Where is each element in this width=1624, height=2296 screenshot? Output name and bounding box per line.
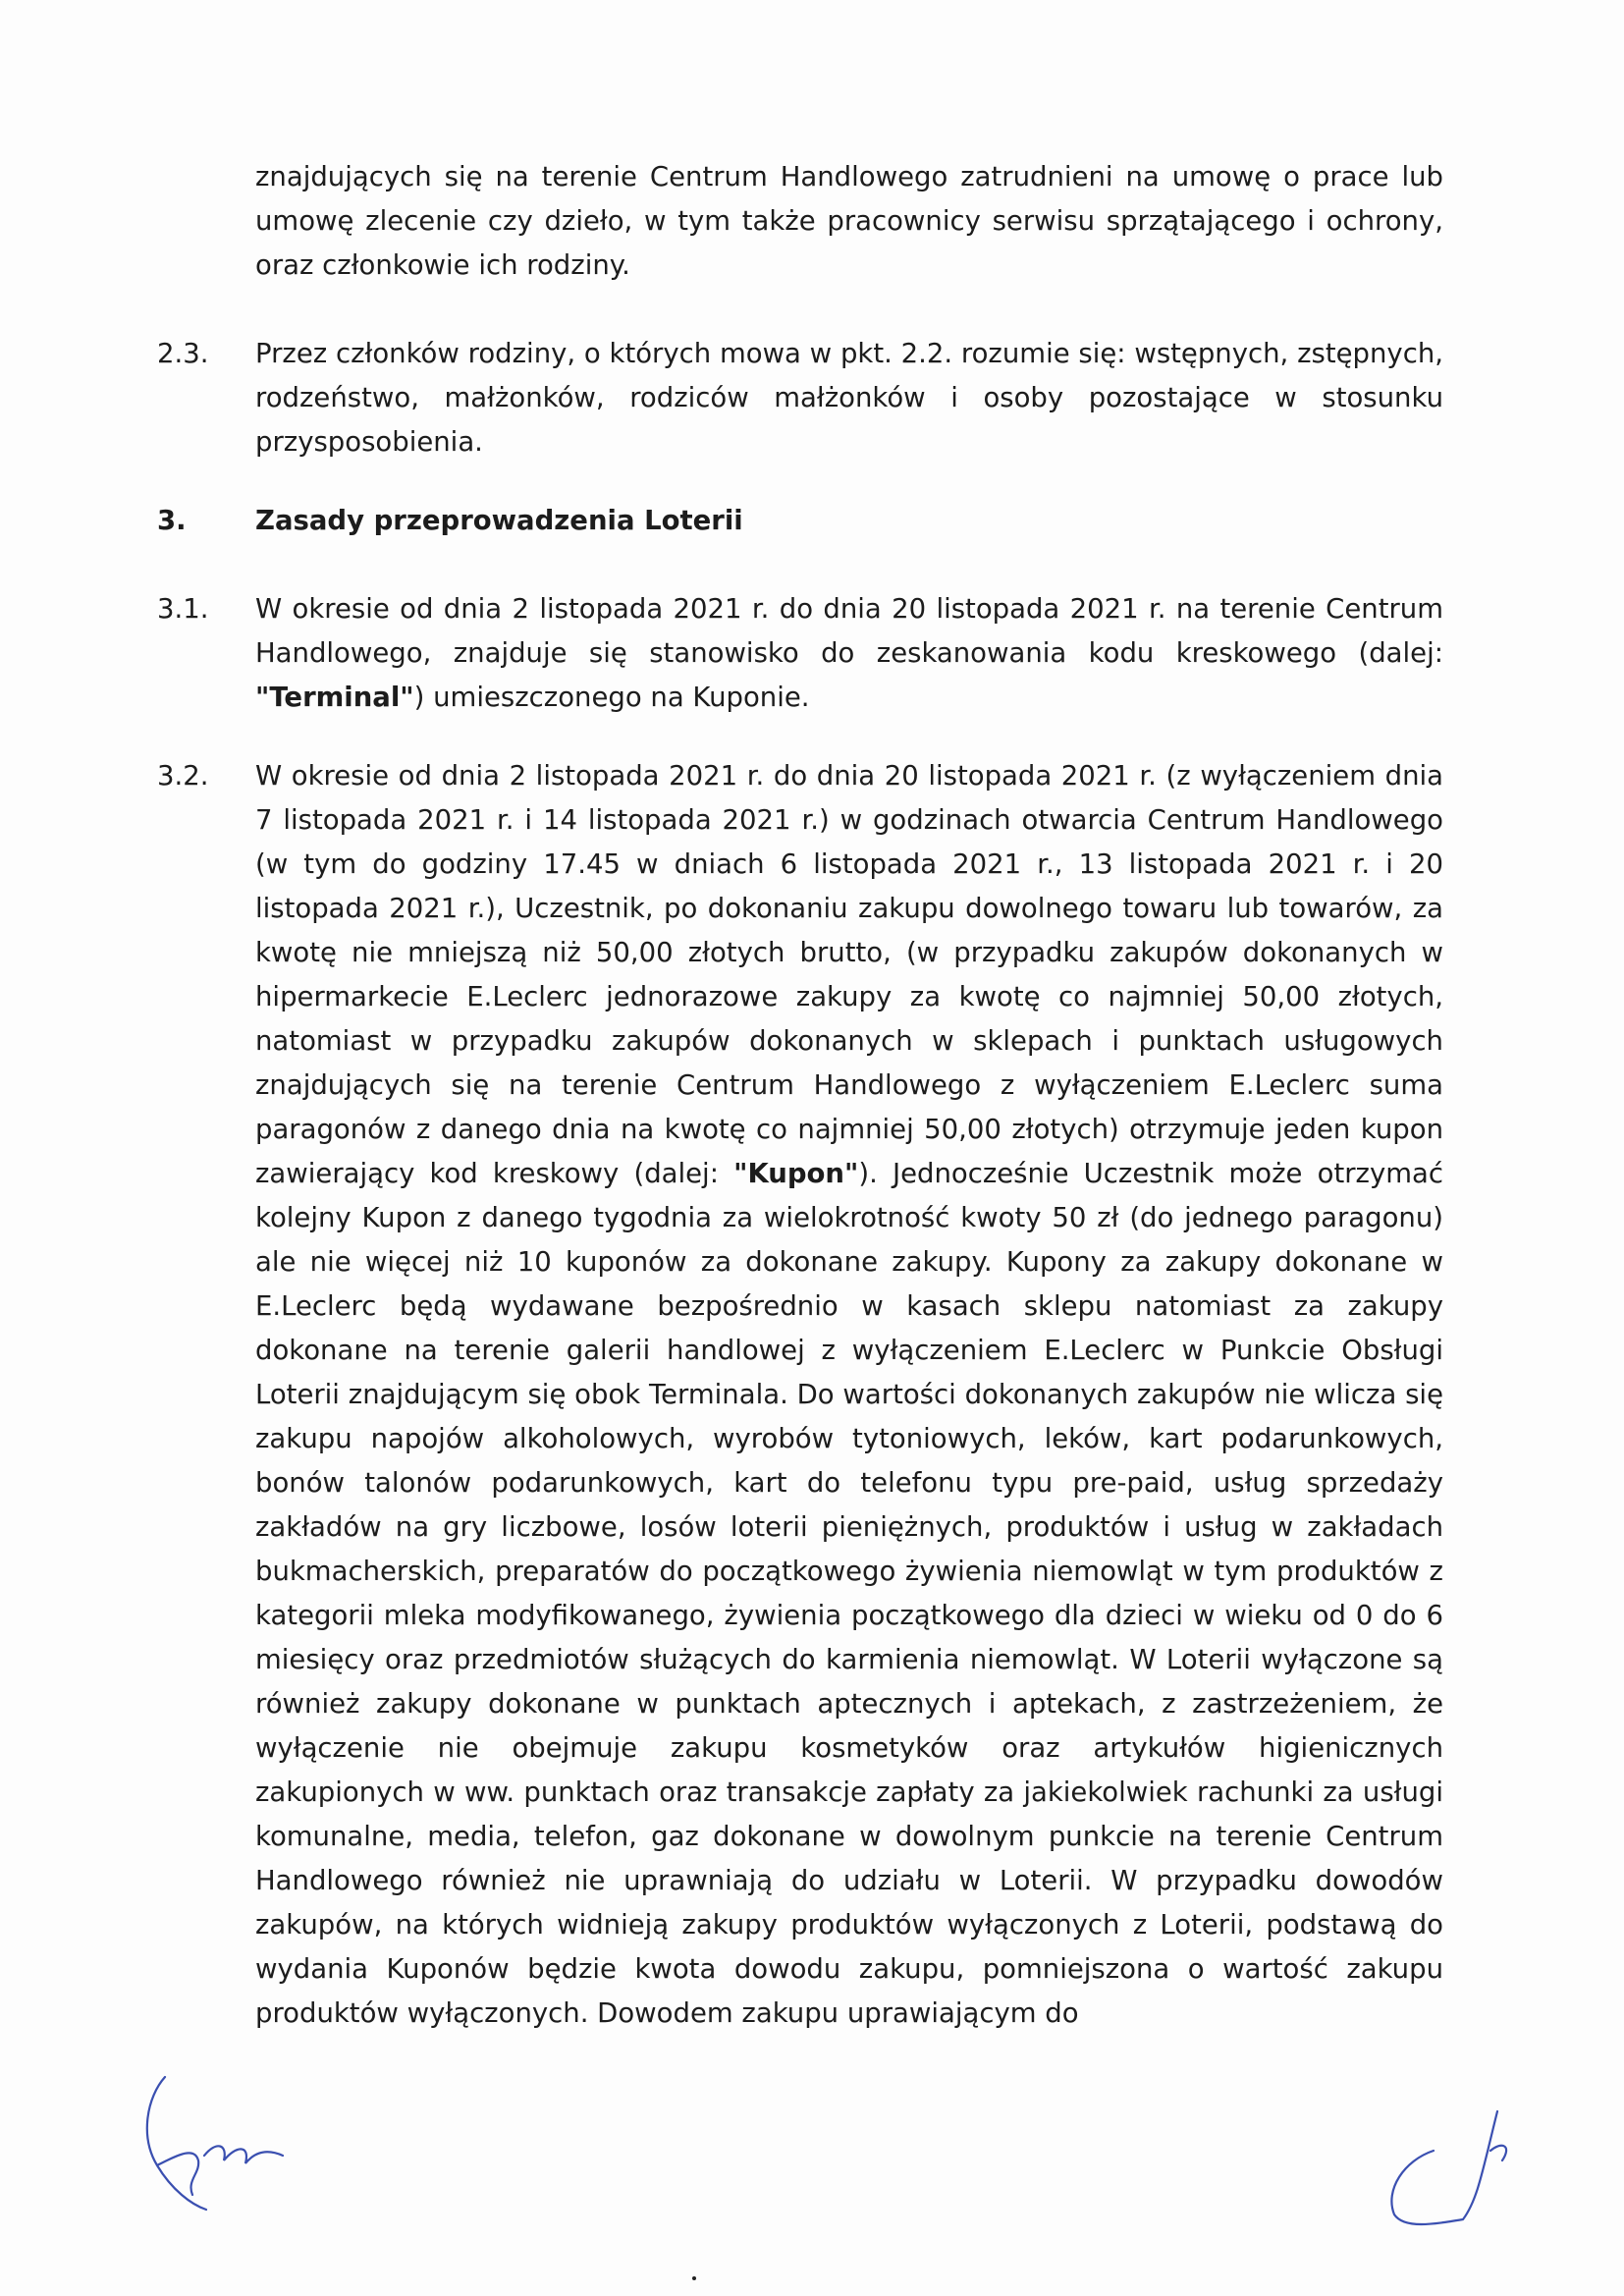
page-dot	[692, 2276, 696, 2280]
paragraph-3-1	[255, 587, 1443, 720]
paragraph-3-2-text-before: W okresie od dnia 2 listopada 2021 r. do dnia 20 listopada 2021 r. (z wyłączeniem dnia 7 listopada 2021 r. i 14 listopada 2021 r.) w godzinach otwarcia Centrum Handlowego (w tym do godziny 17.45 w dniach 6 listopada 2021 r., 13 listopada 2021 r. i 20 listopada 2021 r.), Uczestnik, po dokonaniu zakupu dowolnego towaru lub towarów, za kwotę nie mniejszą niż 50,00 złotych brutto, (w przypadku zakupów dokonanych w hipermarkecie E.Leclerc jednorazowe zakupy za kwotę co najmniej 50,00 złotych, natomiast w przypadku zakupów dokonanych w sklepach i punktach usługowych znajdujących się na terenie Centrum Handlowego z wyłączeniem E.Leclerc suma paragonów z danego dnia na kwotę co najmniej 50,00 złotych) otrzymuje jeden kupon zawierający kod kreskowy (dalej:	[255, 760, 1443, 1189]
intro-paragraph: znajdujących się na terenie Centrum Handlowego zatrudnieni na umowę o prace lub umowę zlecenie czy dzieło, w tym także pracownicy serwisu sprzątającego i ochrony, oraz członkowie ich rodziny.	[255, 161, 1443, 281]
kupon-term: "Kupon"	[733, 1158, 859, 1189]
paragraph-number-2-3: 2.3.	[157, 338, 209, 369]
paragraph-3-2	[255, 754, 1443, 2036]
paragraph-2-3: Przez członków rodziny, o których mowa w pkt. 2.2. rozumie się: wstępnych, zstępnych, rodzeństwo, małżonków, rodziców małżonków i osoby pozostające w stosunku przysposobienia.	[255, 338, 1443, 458]
paragraph-number-3-1: 3.1.	[157, 593, 209, 625]
paragraph-3-1-text-before: W okresie od dnia 2 listopada 2021 r. do dnia 20 listopada 2021 r. na terenie Centrum Handlowego, znajduje się stanowisko do zeskanowania kodu kreskowego (dalej:	[255, 593, 1443, 669]
paragraph-3-1-text-after: ) umieszczonego na Kuponie.	[413, 682, 810, 713]
paragraph-number-3-2: 3.2.	[157, 760, 209, 792]
signature-right	[1365, 2092, 1542, 2239]
terminal-term: "Terminal"	[255, 682, 414, 713]
signature-left	[118, 2057, 314, 2234]
paragraph-3-2-text-after: ). Jednocześnie Uczestnik może otrzymać kolejny Kupon z danego tygodnia za wielokrotność kwoty 50 zł (do jednego paragonu) ale nie więcej niż 10 kuponów za dokonane zakupy. Kupony za zakupy dokonane w E.Leclerc będą wydawane bezpośrednio w kasach sklepu natomiast za zakupy dokonane na terenie galerii handlowej z wyłączeniem E.Leclerc w Punkcie Obsługi Loterii znajdującym się obok Terminala. Do wartości dokonanych zakupów nie wlicza się zakupu napojów alkoholowych, wyrobów tytoniowych, leków, kart podarunkowych, bonów talonów podarunkowych, kart do telefonu typu pre-paid, usług sprzedaży zakładów na gry liczbowe, losów loterii pieniężnych, produktów i usług w zakładach bukmacherskich, preparatów do początkowego żywienia niemowląt w tym produktów z kategorii mleka modyfikowanego, żywienia początkowego dla dzieci w wieku od 0 do 6 miesięcy oraz przedmiotów służących do karmienia niemowląt. W Loterii wyłączone są również zakupy dokonane w punktach aptecznych i aptekach, z zastrzeżeniem, że wyłączenie nie obejmuje zakupu kosmetyków oraz artykułów higienicznych zakupionych w ww. punktach oraz transakcje zapłaty za jakiekolwiek rachunki za usługi komunalne, media, telefon, gaz dokonane w dowolnym punkcie na terenie Centrum Handlowego również nie uprawniają do udziału w Loterii. W przypadku dowodów zakupów, na których widnieją zakupy produktów wyłączonych z Loterii, podstawą do wydania Kuponów będzie kwota dowodu zakupu, pomniejszona o wartość zakupu produktów wyłączonych. Dowodem zakupu uprawiającym do	[255, 1158, 1443, 2029]
section-number-3: 3.	[157, 505, 187, 536]
section-title-3: Zasady przeprowadzenia Loterii	[255, 505, 743, 536]
